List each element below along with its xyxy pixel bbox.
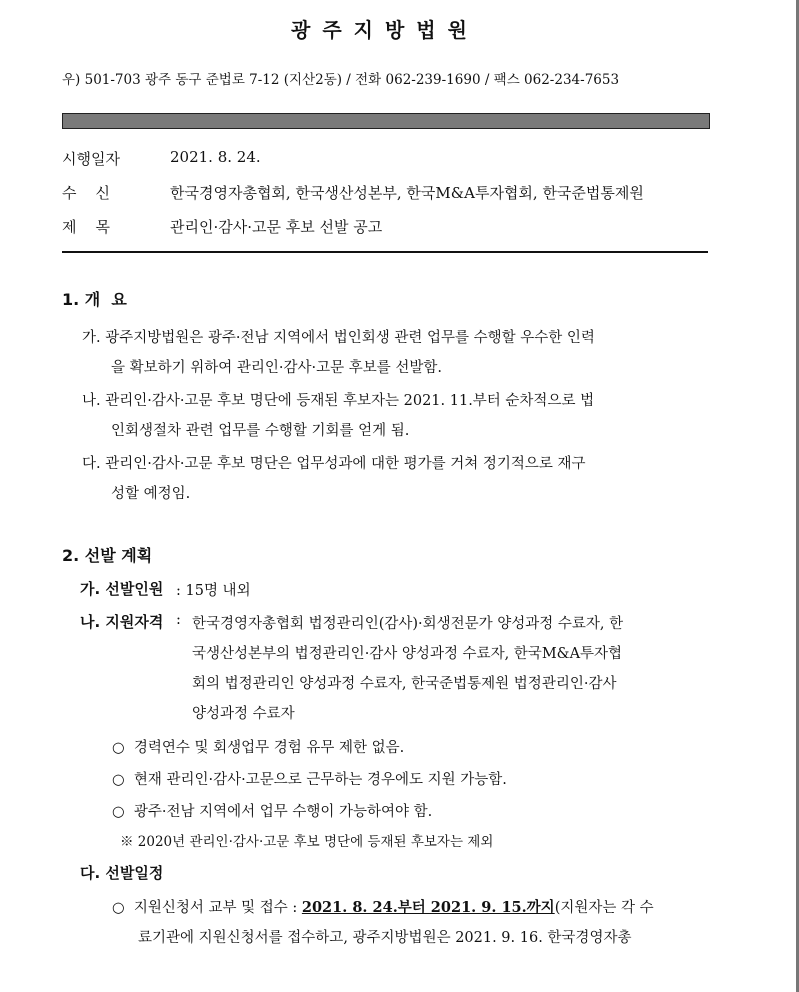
section1-item-da-line1: 다. 관리인·감사·고문 후보 명단은 업무성과에 대한 평가를 거쳐 정기적으로 재구 <box>82 456 586 472</box>
section1-item-ga-line1: 가. 광주지방법원은 광주·전남 지역에서 법인회생 관련 업무를 수행할 우수한 인력 <box>82 330 595 346</box>
condition-bullet: ○ 현재 관리인·감사·고문으로 근무하는 경우에도 지원 가능함. <box>112 772 507 788</box>
section1-item-ga-line2: 을 확보하기 위하여 관리인·감사·고문 후보를 선발함. <box>111 360 443 376</box>
schedule-label: 다. 선발일정 <box>80 864 164 882</box>
meta-label-subject: 제 목 <box>62 218 111 236</box>
schedule-line2: 료기관에 지원신청서를 접수하고, 광주지방법원은 2021. 9. 16. 한국경영자총 <box>138 930 632 946</box>
schedule-suffix: (지원자는 각 수 <box>554 900 654 916</box>
condition-bullet: ○ 경력연수 및 회생업무 경험 유무 제한 없음. <box>112 740 405 756</box>
section1-item-na-line2: 인회생절차 관련 업무를 수행할 기회를 얻게 됨. <box>111 423 410 439</box>
meta-value-date: 2021. 8. 24. <box>170 148 261 166</box>
recruit-count-label: 가. 선발인원 <box>80 580 164 598</box>
qualification-colon: : <box>176 612 181 628</box>
qualification-line: 한국경영자총협회 법정관리인(감사)·회생전문가 양성과정 수료자, 한 <box>192 616 624 632</box>
qualification-line: 회의 법정관리인 양성과정 수료자, 한국준법통제원 법정관리인·감사 <box>192 676 617 692</box>
section1-item-da-line2: 성할 예정임. <box>111 486 191 502</box>
court-address: 우) 501-703 광주 동구 준법로 7-12 (지산2동) / 전화 062-239-1690 / 팩스 062-234-7653 <box>62 72 620 88</box>
meta-label-recipient: 수 신 <box>62 184 111 202</box>
qualification-line: 양성과정 수료자 <box>192 706 295 722</box>
meta-value-subject: 관리인·감사·고문 후보 선발 공고 <box>170 218 383 236</box>
section2-heading: 2. 선발 계획 <box>62 546 153 565</box>
court-title: 광주지방법원 <box>291 18 479 42</box>
qualification-label: 나. 지원자격 <box>80 613 164 631</box>
qualification-line: 국생산성본부의 법정관리인·감사 양성과정 수료자, 한국M&A투자협 <box>192 646 623 662</box>
schedule-prefix: ○ 지원신청서 교부 및 접수 : <box>112 900 302 916</box>
section1-heading: 1. 개 요 <box>62 290 127 309</box>
exclusion-note: ※ 2020년 관리인·감사·고문 후보 명단에 등재된 후보자는 제외 <box>120 834 494 850</box>
schedule-line1 <box>112 896 654 917</box>
section1-item-na-line1: 나. 관리인·감사·고문 후보 명단에 등재된 후보자는 2021. 11.부터 순차적으로 법 <box>82 393 595 409</box>
header-bar <box>62 113 710 129</box>
meta-value-recipient: 한국경영자총협회, 한국생산성본부, 한국M&A투자협회, 한국준법통제원 <box>170 184 644 202</box>
schedule-period: 2021. 8. 24.부터 2021. 9. 15.까지 <box>301 899 555 916</box>
recruit-count-value: : 15명 내외 <box>176 583 251 599</box>
meta-label-date: 시행일자 <box>62 150 120 168</box>
header-rule <box>62 251 708 253</box>
condition-bullet: ○ 광주·전남 지역에서 업무 수행이 가능하여야 함. <box>112 804 433 820</box>
